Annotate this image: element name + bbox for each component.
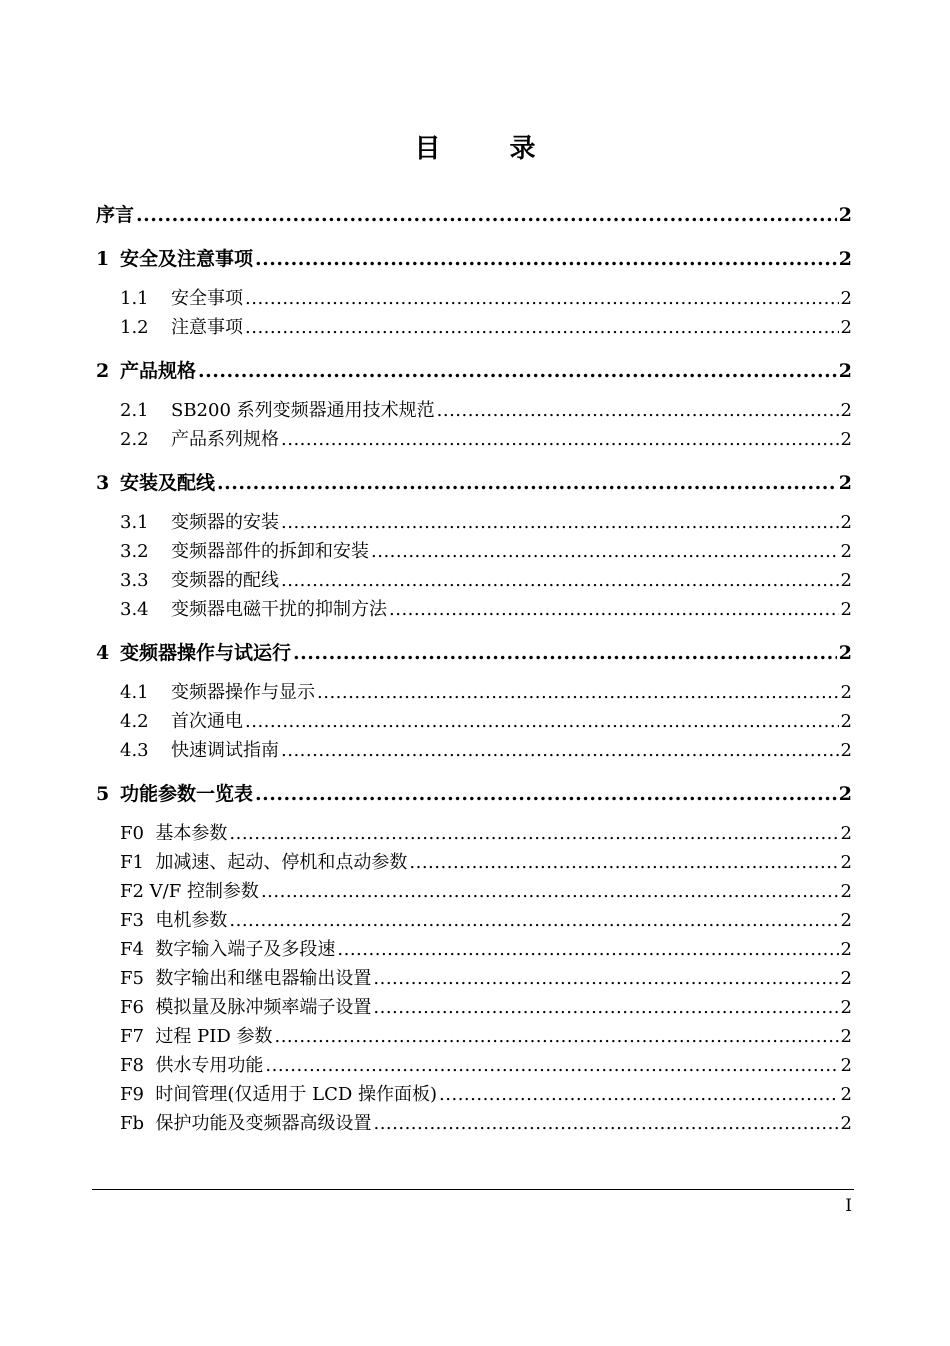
toc-entry-label: [120, 848, 407, 874]
toc-page-number: 2: [840, 512, 852, 533]
toc-section-entry[interactable]: [96, 877, 852, 906]
toc-section-entry[interactable]: [96, 964, 852, 993]
toc-entry-label: [120, 595, 387, 621]
toc-entry-title: 快速调试指南: [171, 740, 279, 761]
toc-dot-leader: [261, 881, 839, 902]
toc-dot-leader: [245, 288, 839, 309]
toc-page-number: 2: [840, 1084, 852, 1105]
toc-dot-leader: [198, 360, 837, 382]
toc-entry-label: [120, 1109, 371, 1135]
toc-entry-title: F5 数字输出和继电器输出设置: [120, 968, 372, 989]
toc-page-number: 2: [840, 823, 852, 844]
toc-chapter-entry[interactable]: [96, 244, 852, 274]
toc-page-number: 2: [840, 968, 852, 989]
toc-entry-number: 4.1: [120, 682, 149, 703]
toc-page-number: 2: [840, 997, 852, 1018]
toc-entry-title: 安全事项: [171, 288, 243, 309]
toc-entry-label: [120, 396, 435, 422]
toc-dot-leader: [265, 1055, 838, 1076]
footer-page-number: I: [845, 1196, 852, 1216]
toc-page-number: 2: [840, 429, 852, 450]
toc-page-number: 2: [840, 1055, 852, 1076]
toc-entry-title: 变频器操作与试运行: [120, 642, 292, 664]
toc-entry-title: F6 模拟量及脉冲频率端子设置: [120, 997, 372, 1018]
toc-page-number: 2: [838, 360, 852, 382]
toc-entry-label: [120, 964, 371, 990]
toc-entry-number: 4.2: [120, 711, 149, 732]
toc-entry-label: [120, 425, 279, 451]
toc-entry-label: [96, 244, 253, 271]
toc-entry-number: 3.3: [120, 570, 149, 591]
table-of-contents: [96, 200, 852, 1138]
toc-page-number: 2: [840, 711, 852, 732]
toc-entry-number: 5: [96, 783, 110, 805]
toc-entry-label: [120, 935, 335, 961]
toc-entry-label: [120, 678, 315, 704]
toc-entry-number: 2.2: [120, 429, 149, 450]
toc-entry-label: [120, 1022, 272, 1048]
toc-entry-label: [120, 877, 259, 903]
toc-dot-leader: [229, 823, 838, 844]
toc-section-entry[interactable]: [96, 425, 852, 454]
toc-entry-label: [96, 468, 215, 495]
toc-entry-number: 1.2: [120, 317, 149, 338]
toc-page-number: 2: [840, 599, 852, 620]
toc-dot-leader: [373, 1113, 838, 1134]
toc-dot-leader: [281, 429, 839, 450]
toc-section-entry[interactable]: [96, 1080, 852, 1109]
toc-chapter-entry[interactable]: [96, 638, 852, 668]
toc-entry-title: 注意事项: [171, 317, 243, 338]
toc-entry-label: [120, 906, 227, 932]
toc-section-entry[interactable]: [96, 848, 852, 877]
toc-dot-leader: [255, 783, 837, 805]
toc-page-number: 2: [840, 1113, 852, 1134]
toc-page-number: 2: [840, 682, 852, 703]
toc-entry-label: [120, 1080, 437, 1106]
toc-section-entry[interactable]: [96, 678, 852, 707]
toc-section-entry[interactable]: [96, 1051, 852, 1080]
toc-section-entry[interactable]: [96, 595, 852, 624]
toc-dot-leader: [255, 248, 837, 270]
toc-section-entry[interactable]: [96, 707, 852, 736]
toc-entry-title: 产品规格: [120, 360, 197, 382]
toc-dot-leader: [274, 1026, 838, 1047]
toc-page-number: 2: [840, 740, 852, 761]
toc-dot-leader: [281, 512, 839, 533]
toc-page-number: 2: [840, 400, 852, 421]
toc-page-number: 2: [840, 1026, 852, 1047]
toc-entry-label: [120, 707, 243, 733]
toc-page-number: 2: [840, 317, 852, 338]
toc-entry-label: [120, 1051, 263, 1077]
toc-entry-title: 变频器操作与显示: [171, 682, 315, 703]
toc-section-entry[interactable]: [96, 819, 852, 848]
toc-entry-title: 安装及配线: [120, 472, 216, 494]
toc-entry-number: 1: [96, 248, 110, 270]
toc-entry-number: 2: [96, 360, 110, 382]
toc-dot-leader: [409, 852, 838, 873]
toc-dot-leader: [245, 711, 839, 732]
toc-entry-title: F3 电机参数: [120, 910, 228, 931]
toc-dot-leader: [437, 400, 839, 421]
toc-chapter-entry[interactable]: [96, 356, 852, 386]
toc-entry-title: Fb 保护功能及变频器高级设置: [120, 1113, 372, 1134]
toc-entry-label: [120, 993, 371, 1019]
toc-dot-leader: [373, 968, 838, 989]
toc-page-number: 2: [840, 910, 852, 931]
toc-entry-title: 功能参数一览表: [120, 783, 254, 805]
toc-entry-title: 安全及注意事项: [120, 248, 254, 270]
toc-entry-number: 4: [96, 642, 110, 664]
toc-entry-label: [96, 638, 291, 665]
toc-entry-title: 变频器电磁干扰的抑制方法: [171, 599, 387, 620]
toc-section-entry[interactable]: [96, 396, 852, 425]
toc-section-entry[interactable]: [96, 906, 852, 935]
toc-section-entry[interactable]: [96, 537, 852, 566]
toc-entry-label: [96, 779, 253, 806]
toc-dot-leader: [217, 472, 837, 494]
toc-page-number: 2: [838, 204, 852, 226]
toc-entry-title: 变频器部件的拆卸和安装: [171, 541, 369, 562]
toc-dot-leader: [245, 317, 839, 338]
toc-entry-number: 4.3: [120, 740, 149, 761]
toc-section-entry[interactable]: [96, 284, 852, 313]
toc-entry-title: 序言: [96, 204, 135, 226]
toc-entry-title: 变频器的配线: [171, 570, 279, 591]
toc-dot-leader: [337, 939, 838, 960]
toc-page-number: 2: [840, 541, 852, 562]
toc-entry-label: [120, 819, 227, 845]
footer-divider: [92, 1189, 854, 1190]
toc-entry-title: F7 过程 PID 参数: [120, 1026, 273, 1047]
toc-entry-label: [120, 537, 369, 563]
toc-chapter-entry[interactable]: [96, 779, 852, 809]
toc-entry-title: 首次通电: [171, 711, 243, 732]
toc-entry-title: F9 时间管理(仅适用于 LCD 操作面板): [120, 1084, 438, 1105]
toc-entry-title: F8 供水专用功能: [120, 1055, 264, 1076]
toc-entry-number: 3: [96, 472, 110, 494]
toc-page-number: 2: [840, 570, 852, 591]
toc-page-number: 2: [840, 288, 852, 309]
toc-page-number: 2: [838, 248, 852, 270]
toc-dot-leader: [371, 541, 839, 562]
toc-entry-number: 2.1: [120, 400, 149, 421]
toc-entry-label: [120, 736, 279, 762]
toc-section-entry[interactable]: [96, 313, 852, 342]
toc-entry-label: [120, 313, 243, 339]
toc-entry-label: [120, 508, 279, 534]
toc-entry-number: 3.4: [120, 599, 149, 620]
toc-section-entry[interactable]: [96, 566, 852, 595]
toc-entry-label: [120, 284, 243, 310]
toc-dot-leader: [281, 570, 839, 591]
toc-page-number: 2: [838, 642, 852, 664]
toc-dot-leader: [373, 997, 838, 1018]
toc-section-entry[interactable]: [96, 993, 852, 1022]
toc-entry-number: 3.1: [120, 512, 149, 533]
toc-entry-title: 变频器的安装: [171, 512, 279, 533]
toc-entry-number: 1.1: [120, 288, 149, 309]
toc-section-entry[interactable]: [96, 736, 852, 765]
toc-dot-leader: [389, 599, 839, 620]
toc-entry-label: [120, 566, 279, 592]
toc-page-number: 2: [838, 783, 852, 805]
toc-entry-label: [96, 200, 134, 227]
toc-entry-title: F1 加减速、起动、停机和点动参数: [120, 852, 408, 873]
toc-chapter-entry[interactable]: [96, 468, 852, 498]
toc-dot-leader: [439, 1084, 839, 1105]
toc-entry-number: 3.2: [120, 541, 149, 562]
toc-dot-leader: [229, 910, 838, 931]
toc-entry-title: SB200 系列变频器通用技术规范: [171, 400, 435, 421]
toc-page-number: 2: [840, 939, 852, 960]
toc-dot-leader: [293, 642, 837, 664]
toc-entry-title: 产品系列规格: [171, 429, 279, 450]
toc-dot-leader: [317, 682, 839, 703]
toc-page-number: 2: [840, 852, 852, 873]
toc-page-number: 2: [838, 472, 852, 494]
toc-section-entry[interactable]: [96, 935, 852, 964]
toc-entry-label: [96, 356, 196, 383]
toc-section-entry[interactable]: [96, 1022, 852, 1051]
toc-entry-title: F0 基本参数: [120, 823, 228, 844]
toc-page-number: 2: [840, 881, 852, 902]
toc-chapter-entry[interactable]: [96, 200, 852, 230]
page-title: 目 录: [414, 134, 566, 164]
toc-entry-title: F2 V/F 控制参数: [120, 881, 259, 902]
toc-dot-leader: [136, 204, 837, 226]
toc-dot-leader: [281, 740, 839, 761]
toc-section-entry[interactable]: [96, 508, 852, 537]
toc-entry-title: F4 数字输入端子及多段速: [120, 939, 336, 960]
toc-section-entry[interactable]: [96, 1109, 852, 1138]
